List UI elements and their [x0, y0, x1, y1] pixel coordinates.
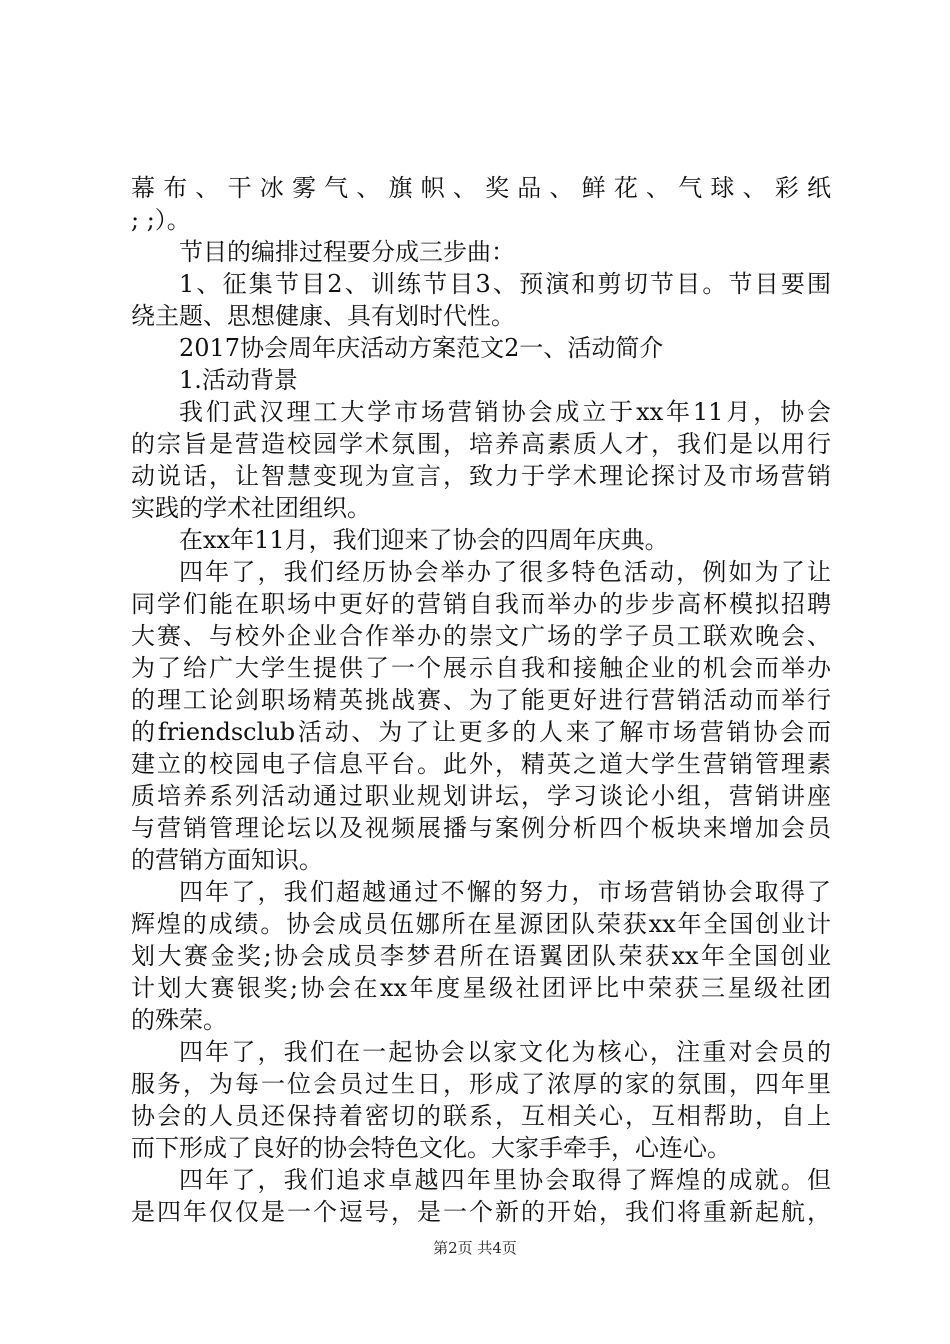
text-line: 1、征集节目2、训练节目3、预演和剪切节目。节目要围 [179, 270, 831, 298]
text-line: 的宗旨是营造校园学术氛围，培养高素质人才，我们是以用行 [131, 430, 831, 458]
text-line: 四年了，我们追求卓越四年里协会取得了辉煌的成就。但 [179, 1166, 831, 1194]
text-line: ; ;）。 [131, 206, 191, 234]
text-line: 节目的编排过程要分成三步曲： [179, 238, 515, 266]
text-line: 为了给广大学生提供了一个展示自我和接触企业的机会而举办 [131, 654, 831, 682]
text-line: 四年了，我们超越通过不懈的努力，市场营销协会取得了 [179, 878, 831, 906]
text-line: 辉煌的成绩。协会成员伍娜所在星源团队荣获xx年全国创业计 [131, 910, 831, 938]
text-line: 建立的校园电子信息平台。此外，精英之道大学生营销管理素 [131, 750, 831, 778]
text-line: 服务，为每一位会员过生日，形成了浓厚的家的氛围，四年里 [131, 1070, 831, 1098]
text-line: 的理工论剑职场精英挑战赛、为了能更好进行营销活动而举行 [131, 686, 831, 714]
text-line: 实践的学术社团组织。 [131, 494, 371, 522]
text-line: 与营销管理论坛以及视频展播与案例分析四个板块来增加会员 [131, 814, 831, 842]
text-line: 而下形成了良好的协会特色文化。大家手牵手，心连心。 [131, 1134, 731, 1162]
page-footer: 第2页 共4页 [433, 1239, 517, 1257]
text-line: 协会的人员还保持着密切的联系，互相关心，互相帮助，自上 [131, 1102, 831, 1130]
text-line: 是四年仅仅是一个逗号，是一个新的开始，我们将重新起航， [131, 1198, 831, 1226]
text-line: 四年了，我们在一起协会以家文化为核心，注重对会员的 [179, 1038, 831, 1066]
text-line: 2017协会周年庆活动方案范文2一、活动简介 [179, 334, 664, 362]
text-line: 的殊荣。 [131, 1006, 227, 1034]
text-line: 在xx年11月，我们迎来了协会的四周年庆典。 [179, 526, 669, 554]
text-line: 四年了，我们经历协会举办了很多特色活动，例如为了让 [179, 558, 831, 586]
text-line: 同学们能在职场中更好的营销自我而举办的步步高杯模拟招聘 [131, 590, 831, 618]
text-line: 1.活动背景 [179, 366, 298, 394]
text-line: 质培养系列活动通过职业规划讲坛，学习谈论小组，营销讲座 [131, 782, 831, 810]
text-line: 动说话，让智慧变现为宣言，致力于学术理论探讨及市场营销 [131, 462, 831, 490]
text-line: 划大赛金奖;协会成员李梦君所在语翼团队荣获xx年全国创业 [131, 942, 831, 970]
text-line: 的friendsclub活动、为了让更多的人来了解市场营销协会而 [131, 718, 831, 746]
document-body [131, 172, 831, 1228]
text-line: 绕主题、思想健康、具有划时代性。 [131, 302, 515, 330]
text-line: 大赛、与校外企业合作举办的崇文广场的学子员工联欢晚会、 [131, 622, 831, 650]
text-line: 的营销方面知识。 [131, 846, 323, 874]
text-line: 幕布、干冰雾气、旗帜、奖品、鲜花、气球、彩纸 [131, 174, 831, 202]
text-line: 我们武汉理工大学市场营销协会成立于xx年11月，协会 [179, 398, 831, 426]
text-line: 计划大赛银奖;协会在xx年度星级社团评比中荣获三星级社团 [131, 974, 831, 1002]
